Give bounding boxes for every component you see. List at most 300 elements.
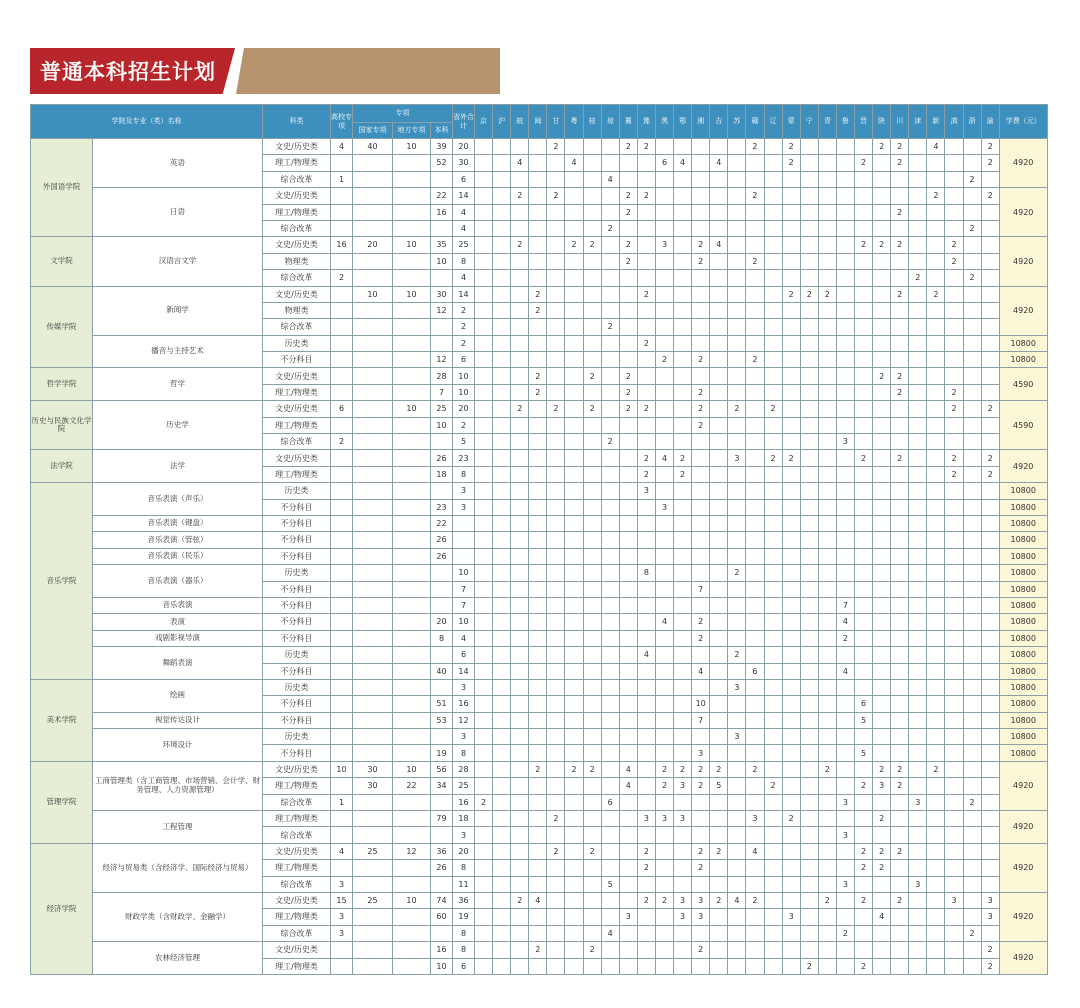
province-cell: 2 [818,761,836,777]
province-cell [637,778,655,794]
gaoxiao-cell: 1 [331,171,353,187]
gaoxiao-cell [331,220,353,236]
province-cell [710,925,728,941]
guojia-cell [353,401,393,417]
province-cell [583,581,601,597]
subject-cell: 历史类 [263,483,331,499]
province-cell [493,188,511,204]
province-cell: 2 [710,761,728,777]
province-cell [800,515,818,531]
province-cell [800,630,818,646]
province-cell [637,581,655,597]
province-cell [746,155,764,171]
province-cell [854,630,872,646]
province-cell [692,827,710,843]
difang-cell: 10 [393,139,431,155]
province-cell [619,548,637,564]
province-cell [909,597,927,613]
province-cell [873,335,891,351]
guojia-cell [353,794,393,810]
program-name: 绘画 [93,679,263,712]
province-cell [836,565,854,581]
province-cell [547,368,565,384]
guojia-cell [353,630,393,646]
province-cell [981,171,999,187]
province-cell [854,581,872,597]
province-cell [873,220,891,236]
province-cell: 2 [565,761,583,777]
province-cell [800,253,818,269]
benke-cell: 52 [431,155,453,171]
province-cell [891,565,909,581]
province-cell [565,417,583,433]
table-row [31,712,1048,728]
province-cell [655,253,673,269]
guojia-cell [353,171,393,187]
province-cell [981,565,999,581]
province-cell: 4 [746,843,764,859]
shengwai-cell: 4 [453,630,475,646]
shengwai-cell: 10 [453,368,475,384]
province-cell [475,171,493,187]
province-cell [529,860,547,876]
province-cell [529,483,547,499]
province-cell [728,515,746,531]
province-cell [782,761,800,777]
header-benke: 本科 [431,123,453,139]
province-cell [981,302,999,318]
shengwai-cell: 7 [453,597,475,613]
province-cell: 5 [854,745,872,761]
province-cell [637,499,655,515]
province-cell: 2 [529,302,547,318]
province-cell [818,647,836,663]
province-cell [963,548,981,564]
province-cell: 2 [836,630,854,646]
province-cell [547,155,565,171]
province-cell [619,466,637,482]
province-cell [728,942,746,958]
table-row [31,892,1048,908]
province-cell [746,942,764,958]
province-cell [746,696,764,712]
province-cell [764,253,782,269]
province-cell [981,761,999,777]
province-cell [583,794,601,810]
province-cell [511,958,529,974]
province-cell [746,860,764,876]
province-cell [746,335,764,351]
province-cell [963,696,981,712]
province-cell [981,925,999,941]
province-cell [710,499,728,515]
province-cell [891,188,909,204]
province-cell [836,515,854,531]
province-cell [782,302,800,318]
header-province: 京 [475,105,493,139]
subject-cell: 不分科目 [263,515,331,531]
province-cell [511,729,529,745]
program-name: 财政学类（含财政学、金融学） [93,892,263,941]
province-cell: 2 [854,237,872,253]
province-cell [927,942,945,958]
province-cell [692,515,710,531]
province-cell: 2 [891,778,909,794]
province-cell [565,483,583,499]
shengwai-cell: 5 [453,434,475,450]
province-cell [475,761,493,777]
province-cell [800,647,818,663]
province-cell [674,171,692,187]
province-cell: 3 [655,237,673,253]
province-cell [565,581,583,597]
province-cell [565,892,583,908]
shengwai-cell: 14 [453,663,475,679]
province-cell [655,794,673,810]
province-cell [692,286,710,302]
province-cell: 2 [981,450,999,466]
province-cell [981,679,999,695]
province-cell [927,352,945,368]
province-cell [873,319,891,335]
province-cell [909,892,927,908]
province-cell [619,171,637,187]
province-cell [619,614,637,630]
province-cell: 2 [800,958,818,974]
province-cell [565,712,583,728]
province-cell: 2 [891,139,909,155]
province-cell [655,843,673,859]
province-cell [818,171,836,187]
province-cell [511,515,529,531]
province-cell [565,466,583,482]
province-cell [674,630,692,646]
province-cell [529,204,547,220]
province-cell [927,696,945,712]
province-cell [963,253,981,269]
province-cell [619,352,637,368]
province-cell [909,171,927,187]
admission-plan-table [30,104,1048,975]
province-cell [728,352,746,368]
difang-cell [393,958,431,974]
province-cell [728,335,746,351]
province-cell [836,860,854,876]
province-cell [493,270,511,286]
province-cell [637,237,655,253]
difang-cell [393,565,431,581]
province-cell [818,630,836,646]
province-cell [963,761,981,777]
subject-cell: 历史类 [263,679,331,695]
difang-cell: 22 [393,778,431,794]
province-cell [655,745,673,761]
province-cell [601,581,619,597]
province-cell [674,712,692,728]
province-cell [782,679,800,695]
province-cell [710,827,728,843]
province-cell [800,811,818,827]
province-cell [873,827,891,843]
province-cell [963,319,981,335]
province-cell: 3 [981,909,999,925]
province-cell [891,253,909,269]
province-cell [674,483,692,499]
province-cell [529,171,547,187]
province-cell [601,188,619,204]
province-cell: 4 [601,925,619,941]
province-cell [981,597,999,613]
subject-cell: 理工/物理类 [263,155,331,171]
province-cell [963,155,981,171]
province-cell [637,761,655,777]
province-cell: 2 [981,942,999,958]
guojia-cell [353,597,393,613]
province-cell [891,515,909,531]
province-cell [782,188,800,204]
province-cell [927,450,945,466]
province-cell [764,925,782,941]
table-row [31,515,1048,531]
province-cell [981,237,999,253]
difang-cell [393,204,431,220]
province-cell [782,663,800,679]
province-cell [655,548,673,564]
province-cell [891,860,909,876]
province-cell [674,581,692,597]
guojia-cell: 25 [353,843,393,859]
guojia-cell [353,335,393,351]
province-cell [583,302,601,318]
gaoxiao-cell [331,319,353,335]
province-cell [529,270,547,286]
guojia-cell [353,942,393,958]
province-cell [601,417,619,433]
benke-cell [431,434,453,450]
province-cell [800,483,818,499]
province-cell [945,679,963,695]
province-cell [854,597,872,613]
province-cell [764,597,782,613]
header-province: 川 [891,105,909,139]
province-cell [710,876,728,892]
province-cell [800,581,818,597]
province-cell [818,188,836,204]
province-cell [637,532,655,548]
province-cell [619,843,637,859]
province-cell [728,745,746,761]
province-cell [493,712,511,728]
province-cell [963,745,981,761]
province-cell [854,384,872,400]
shengwai-cell: 6 [453,958,475,974]
province-cell [475,942,493,958]
province-cell [854,761,872,777]
province-cell: 2 [891,384,909,400]
gaoxiao-cell [331,335,353,351]
province-cell [637,745,655,761]
province-cell [746,384,764,400]
province-cell [692,139,710,155]
province-cell [873,302,891,318]
province-cell [529,811,547,827]
province-cell: 4 [619,778,637,794]
province-cell [583,286,601,302]
province-cell [909,745,927,761]
province-cell [674,335,692,351]
province-cell [565,663,583,679]
gaoxiao-cell [331,647,353,663]
guojia-cell [353,745,393,761]
province-cell [710,335,728,351]
province-cell [945,712,963,728]
province-cell [674,696,692,712]
province-cell [475,352,493,368]
province-cell [475,532,493,548]
province-cell [800,565,818,581]
province-cell [836,352,854,368]
province-cell [655,712,673,728]
province-cell [583,417,601,433]
province-cell [475,499,493,515]
province-cell [655,696,673,712]
province-cell: 2 [692,761,710,777]
province-cell [836,155,854,171]
benke-cell [431,925,453,941]
province-cell: 5 [854,712,872,728]
province-cell [619,417,637,433]
header-province: 粤 [565,105,583,139]
table-row [31,843,1048,859]
college-name: 经济学院 [31,843,93,974]
difang-cell [393,942,431,958]
subject-cell: 历史类 [263,335,331,351]
province-cell [529,679,547,695]
province-cell [637,696,655,712]
header-province: 津 [909,105,927,139]
province-cell [945,565,963,581]
province-cell [637,204,655,220]
tuition-cell: 4920 [999,450,1047,483]
province-cell: 2 [710,843,728,859]
province-cell [529,597,547,613]
province-cell [836,679,854,695]
province-cell [475,286,493,302]
province-cell [728,794,746,810]
gaoxiao-cell [331,696,353,712]
province-cell [710,384,728,400]
province-cell [963,368,981,384]
province-cell [583,532,601,548]
province-cell [818,384,836,400]
province-cell [583,155,601,171]
province-cell [764,368,782,384]
province-cell: 2 [927,286,945,302]
province-cell [511,253,529,269]
province-cell [583,204,601,220]
shengwai-cell: 12 [453,712,475,728]
province-cell [655,597,673,613]
province-cell [800,925,818,941]
province-cell [728,581,746,597]
province-cell [927,155,945,171]
province-cell [547,220,565,236]
province-cell [583,745,601,761]
province-cell [963,597,981,613]
guojia-cell [353,811,393,827]
gaoxiao-cell [331,204,353,220]
province-cell [764,909,782,925]
province-cell [529,958,547,974]
province-cell [873,614,891,630]
province-cell [619,892,637,908]
province-cell [601,450,619,466]
province-cell [891,729,909,745]
shengwai-cell: 4 [453,220,475,236]
province-cell [728,843,746,859]
province-cell [475,630,493,646]
province-cell [511,384,529,400]
guojia-cell: 20 [353,237,393,253]
province-cell [710,204,728,220]
province-cell [619,729,637,745]
province-cell [800,188,818,204]
province-cell [891,270,909,286]
province-cell [963,515,981,531]
tuition-cell: 10800 [999,647,1047,663]
province-cell [873,286,891,302]
province-cell [565,270,583,286]
province-cell [547,745,565,761]
province-cell [746,483,764,499]
province-cell [927,892,945,908]
province-cell [873,794,891,810]
province-cell [764,860,782,876]
province-cell [873,483,891,499]
header-province: 赣 [746,105,764,139]
province-cell [493,942,511,958]
benke-cell [431,270,453,286]
province-cell [583,253,601,269]
header-province: 冀 [619,105,637,139]
tuition-cell: 10800 [999,483,1047,499]
difang-cell [393,434,431,450]
province-cell [764,876,782,892]
province-cell [782,696,800,712]
province-cell [927,401,945,417]
province-cell [710,581,728,597]
shengwai-cell: 8 [453,466,475,482]
province-cell [619,565,637,581]
province-cell [764,417,782,433]
subject-cell: 历史类 [263,565,331,581]
province-cell: 2 [511,892,529,908]
province-cell [927,827,945,843]
province-cell [782,958,800,974]
province-cell [601,860,619,876]
subject-cell: 文史/历史类 [263,942,331,958]
province-cell [873,729,891,745]
province-cell [800,843,818,859]
benke-cell: 79 [431,811,453,827]
province-cell [601,499,619,515]
province-cell [529,876,547,892]
province-cell [601,253,619,269]
province-cell: 4 [692,663,710,679]
shengwai-cell: 6 [453,647,475,663]
program-name: 舞蹈表演 [93,647,263,680]
province-cell: 2 [818,286,836,302]
